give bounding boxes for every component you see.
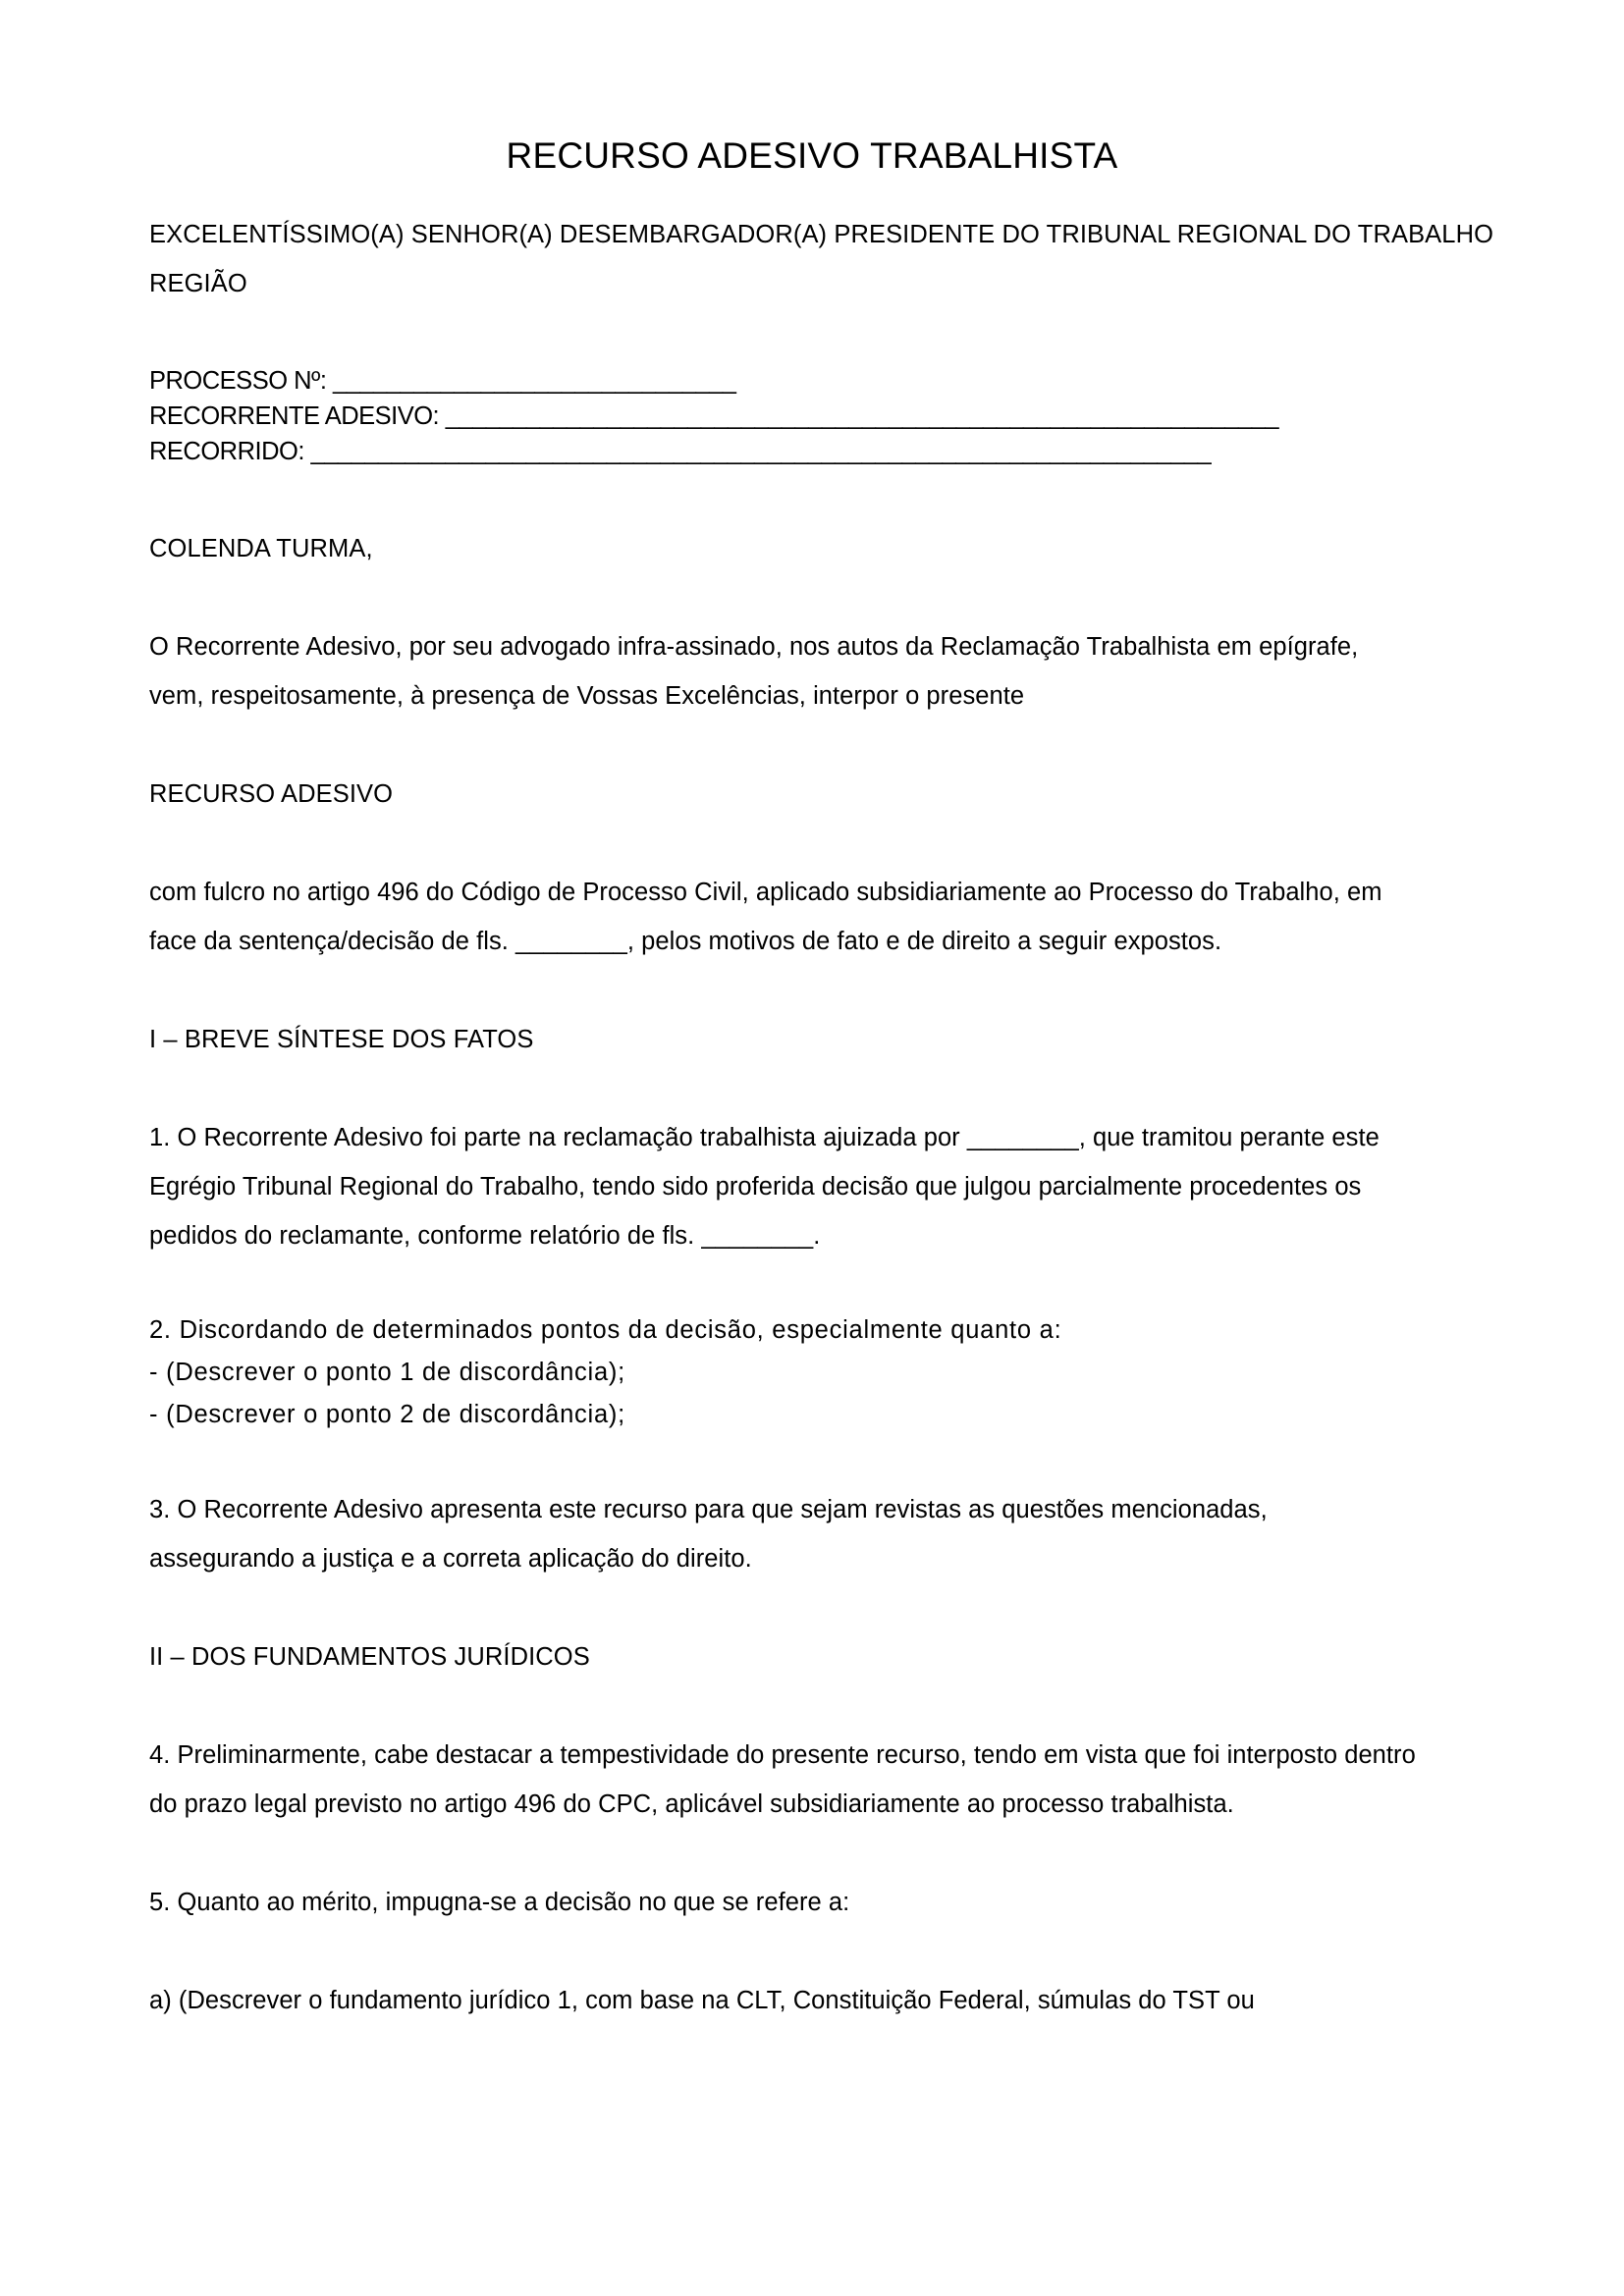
section-1-item-1: 1. O Recorrente Adesivo foi parte na reclamação trabalhista ajuizada por ________, que tramitou perante este Egrégio Tribunal Regional do Trabalho, tendo sido proferida decisão que julgou parcialmente procedentes os pedidos do reclamante, conforme relatório de fls. ________. xyxy=(149,1124,1380,1250)
salutation: COLENDA TURMA, xyxy=(149,535,373,562)
case-fields xyxy=(149,363,1416,469)
section-1-item-2-bullet-2: - (Descrever o ponto 2 de discordância); xyxy=(149,1401,625,1428)
intro-paragraph: O Recorrente Adesivo, por seu advogado infra-assinado, nos autos da Reclamação Trabalhista em epígrafe, vem, respeitosamente, à presença de Vossas Excelências, interpor o presente xyxy=(149,633,1359,710)
spacer xyxy=(149,721,1416,770)
spacer xyxy=(149,308,1416,363)
section-2-item-a: a) (Descrever o fundamento jurídico 1, com base na CLT, Constituição Federal, súmulas do TST ou xyxy=(149,1987,1255,2014)
spacer xyxy=(149,966,1416,1015)
addressee-line-1: EXCELENTÍSSIMO(A) SENHOR(A) DESEMBARGADOR(A) PRESIDENTE DO TRIBUNAL REGIONAL DO TRABALHO xyxy=(149,221,1494,248)
spacer xyxy=(149,1682,1416,1731)
spacer xyxy=(149,573,1416,622)
fulcro-paragraph: com fulcro no artigo 496 do Código de Processo Civil, aplicado subsidiariamente ao Processo do Trabalho, em face da sentença/decisão de fls. ________, pelos motivos de fato e de direito a seguir expostos. xyxy=(149,879,1382,955)
section-1-item-3: 3. O Recorrente Adesivo apresenta este recurso para que sejam revistas as questões mencionadas, assegurando a justiça e a correta aplicação do direito. xyxy=(149,1496,1268,1573)
field-recorrente-adesivo[interactable]: RECORRENTE ADESIVO: ______________________________________________________________ xyxy=(149,402,1279,430)
section-1-item-2: 2. Discordando de determinados pontos da decisão, especialmente quanto a: xyxy=(149,1316,1062,1344)
addressee-line-2: REGIÃO xyxy=(149,270,247,297)
section-2-item-5: 5. Quanto ao mérito, impugna-se a decisão no que se refere a: xyxy=(149,1889,850,1916)
spacer xyxy=(149,1829,1416,1878)
spacer xyxy=(149,1927,1416,1976)
recurso-adesivo-heading: RECURSO ADESIVO xyxy=(149,780,394,808)
document-body xyxy=(149,210,1494,2025)
page-title: RECURSO ADESIVO TRABALHISTA xyxy=(506,134,1118,176)
section-heading-1: I – BREVE SÍNTESE DOS FATOS xyxy=(149,1026,534,1053)
spacer xyxy=(149,1064,1416,1113)
field-recorrido[interactable]: RECORRIDO: ___________________________________________________________________ xyxy=(149,438,1212,465)
section-1-item-2-bullet-1: - (Descrever o ponto 1 de discordância); xyxy=(149,1359,625,1386)
section-heading-2: II – DOS FUNDAMENTOS JURÍDICOS xyxy=(149,1643,590,1671)
spacer xyxy=(149,1583,1416,1632)
addressee-heading xyxy=(149,210,1575,308)
spacer xyxy=(149,819,1416,868)
spacer xyxy=(149,469,1416,524)
spacer xyxy=(149,1436,1416,1485)
field-processo-numero[interactable]: PROCESSO Nº: ______________________________ xyxy=(149,367,736,395)
spacer xyxy=(149,1260,1416,1309)
section-2-item-4: 4. Preliminarmente, cabe destacar a tempestividade do presente recurso, tendo em vista que foi interposto dentro do prazo legal previsto no artigo 496 do CPC, aplicável subsidiariamente ao processo trabalhista. xyxy=(149,1741,1416,1818)
